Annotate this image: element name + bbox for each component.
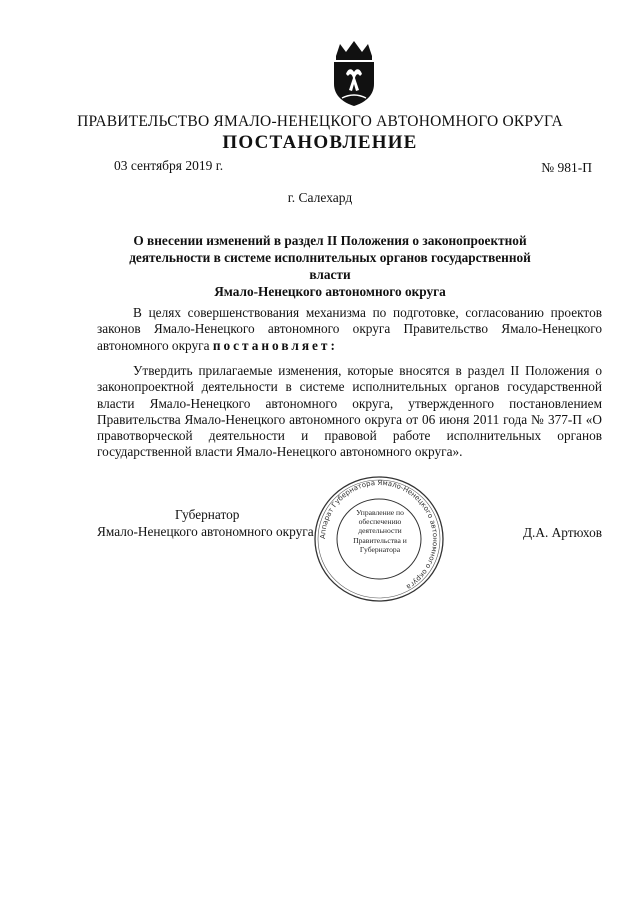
government-title: ПРАВИТЕЛЬСТВО ЯМАЛО-НЕНЕЦКОГО АВТОНОМНОГО ОКРУГА [77,113,563,130]
document-date: 03 сентября 2019 г. [114,158,224,173]
document-city: г. Салехард [287,190,353,205]
document-number: № 981-П [541,160,592,175]
signatory-post: Губернатор [175,507,240,522]
subject-line: деятельности в системе исполнительных органов государственной власти [129,250,531,282]
document-type: ПОСТАНОВЛЕНИЕ [222,132,418,153]
document-subject [110,232,550,300]
stamp-ring-text: Аппарат Губернатора Ямало-Ненецкого автономного округа [318,478,440,591]
resolves-word: постановляет: [212,337,338,353]
preamble-text: В целях совершенствования механизма по подготовке, согласованию проектов законов Ямало-Ненецкого автономного округа Правительство Ямало-Ненецкого автономного округа [97,305,602,353]
signatory-name: Д.А. Артюхов [522,525,602,540]
signatory-region: Ямало-Ненецкого автономного округа [97,524,314,539]
resolution-paragraph: Утвердить прилагаемые изменения, которые вносятся в раздел II Положения о законопроектной деятельности в системе исполнительных органов государственной власти Ямало-Ненецкого автономного округа, утвержденного постановлением Правительства Ямало-Ненецкого автономного округа от 06 июня 2011 года № 377-П «О правотворческой деятельности и правовой работе исполнительных органов государственной власти Ямало-Ненецкого автономного округа». [97,363,602,460]
yamal-coat-of-arms-icon [326,38,382,108]
subject-line: Ямало-Ненецкого автономного округа [214,284,446,299]
preamble-paragraph [97,305,602,354]
subject-line: О внесении изменений в раздел II Положения о законопроектной [133,233,527,248]
stamp-inner-text: Управление по обеспечению деятельности Правительства и Губернатора [353,508,407,554]
